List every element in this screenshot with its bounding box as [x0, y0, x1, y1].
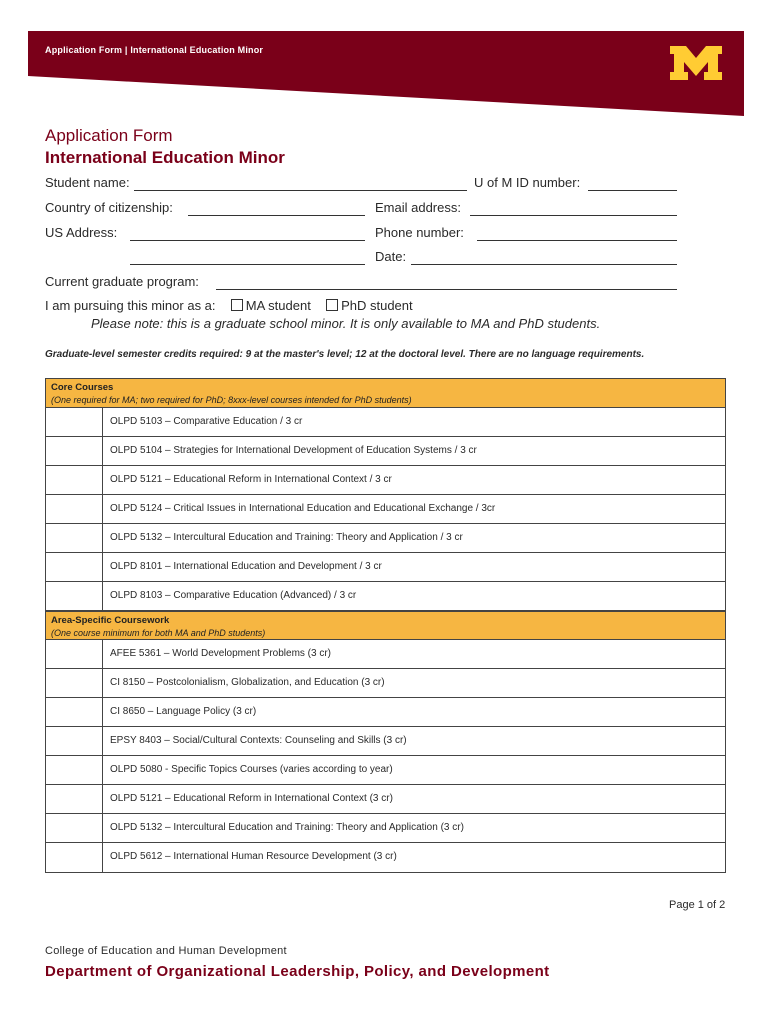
- eligibility-note: Please note: this is a graduate school minor. It is only available to MA and PhD students.: [91, 316, 601, 331]
- table-row: [46, 495, 725, 524]
- course-name: OLPD 5132 – Intercultural Education and Training: Theory and Application / 3 cr: [110, 532, 463, 543]
- core-courses-header: [46, 379, 725, 408]
- department-name: Department of Organizational Leadership, Policy, and Development: [45, 963, 550, 980]
- course-check-cell[interactable]: [46, 669, 103, 697]
- course-name: AFEE 5361 – World Development Problems (3 cr): [110, 648, 332, 659]
- college-name: College of Education and Human Development: [45, 945, 287, 957]
- course-check-cell[interactable]: [46, 408, 103, 436]
- program-label: Current graduate program:: [45, 274, 199, 289]
- course-name: CI 8150 – Postcolonialism, Globalization, and Education (3 cr): [110, 677, 385, 688]
- table-row: [46, 553, 725, 582]
- table-row: [46, 756, 725, 785]
- form-title: Application Form: [45, 126, 173, 145]
- uofm-id-field[interactable]: [588, 190, 677, 191]
- banner-shape: [28, 31, 744, 116]
- course-name: OLPD 5132 – Intercultural Education and Training: Theory and Application (3 cr): [110, 822, 464, 833]
- us-address-field-line2[interactable]: [130, 264, 365, 265]
- university-m-logo-icon: [668, 46, 724, 85]
- course-check-cell[interactable]: [46, 582, 103, 610]
- form-subtitle: International Education Minor: [45, 148, 285, 167]
- course-check-cell[interactable]: [46, 495, 103, 523]
- core-courses-subtitle: (One required for MA; two required for PhD; 8xxx-level courses intended for PhD students): [51, 395, 412, 405]
- date-label: Date:: [375, 249, 407, 264]
- course-check-cell[interactable]: [46, 756, 103, 784]
- course-name: OLPD 5080 - Specific Topics Courses (varies according to year): [110, 764, 393, 775]
- ma-checkbox[interactable]: [231, 299, 243, 311]
- table-row: [46, 843, 725, 872]
- pursuing-label: I am pursuing this minor as a:: [45, 298, 216, 313]
- us-address-field[interactable]: [130, 240, 365, 241]
- table-row: [46, 727, 725, 756]
- course-name: OLPD 5103 – Comparative Education / 3 cr: [110, 416, 303, 427]
- course-check-cell[interactable]: [46, 843, 103, 872]
- phd-checkbox[interactable]: [326, 299, 338, 311]
- table-row: [46, 698, 725, 727]
- pursuing-row: [45, 298, 413, 313]
- country-label: Country of citizenship:: [45, 200, 173, 215]
- country-field[interactable]: [188, 215, 365, 216]
- phd-option-label: PhD student: [341, 298, 413, 313]
- email-field[interactable]: [470, 215, 677, 216]
- table-row: [46, 669, 725, 698]
- course-name: EPSY 8403 – Social/Cultural Contexts: Counseling and Skills (3 cr): [110, 735, 407, 746]
- student-name-field[interactable]: [134, 190, 467, 191]
- date-field[interactable]: [411, 264, 677, 265]
- student-name-label: Student name:: [45, 175, 130, 190]
- core-courses-title: Core Courses: [51, 382, 114, 393]
- course-name: OLPD 5121 – Educational Reform in International Context / 3 cr: [110, 474, 392, 485]
- banner-text: Application Form | International Education Minor: [45, 45, 264, 55]
- ma-option-label: MA student: [245, 298, 311, 313]
- table-row: [46, 785, 725, 814]
- course-name: OLPD 8101 – International Education and Development / 3 cr: [110, 561, 382, 572]
- area-courses-title: Area-Specific Coursework: [51, 615, 170, 626]
- phone-label: Phone number:: [375, 225, 464, 240]
- table-row: [46, 640, 725, 669]
- course-name: OLPD 5124 – Critical Issues in International Education and Educational Exchange / 3cr: [110, 503, 496, 514]
- course-name: OLPD 5612 – International Human Resource Development (3 cr): [110, 851, 397, 862]
- table-row: [46, 582, 725, 611]
- course-check-cell[interactable]: [46, 785, 103, 813]
- course-check-cell[interactable]: [46, 814, 103, 842]
- course-check-cell[interactable]: [46, 640, 103, 668]
- program-field[interactable]: [216, 289, 677, 290]
- table-row: [46, 466, 725, 495]
- credit-requirements: Graduate-level semester credits required: 9 at the master's level; 12 at the doctoral level. There are no language requirements.: [45, 349, 645, 360]
- course-check-cell[interactable]: [46, 524, 103, 552]
- header-banner: [28, 31, 744, 116]
- page-number: Page 1 of 2: [669, 899, 726, 911]
- course-check-cell[interactable]: [46, 698, 103, 726]
- course-name: CI 8650 – Language Policy (3 cr): [110, 706, 257, 717]
- email-label: Email address:: [375, 200, 461, 215]
- phone-field[interactable]: [477, 240, 677, 241]
- course-table: [45, 378, 726, 873]
- uofm-id-label: U of M ID number:: [474, 175, 581, 190]
- table-row: [46, 814, 725, 843]
- table-row: [46, 408, 725, 437]
- table-row: [46, 524, 725, 553]
- course-name: OLPD 5104 – Strategies for International Development of Education Systems / 3 cr: [110, 445, 477, 456]
- area-courses-header: [46, 611, 725, 640]
- us-address-label: US Address:: [45, 225, 118, 240]
- course-name: OLPD 5121 – Educational Reform in International Context (3 cr): [110, 793, 393, 804]
- course-check-cell[interactable]: [46, 727, 103, 755]
- course-name: OLPD 8103 – Comparative Education (Advanced) / 3 cr: [110, 590, 357, 601]
- course-check-cell[interactable]: [46, 553, 103, 581]
- course-check-cell[interactable]: [46, 437, 103, 465]
- area-courses-subtitle: (One course minimum for both MA and PhD students): [51, 628, 266, 638]
- table-row: [46, 437, 725, 466]
- course-check-cell[interactable]: [46, 466, 103, 494]
